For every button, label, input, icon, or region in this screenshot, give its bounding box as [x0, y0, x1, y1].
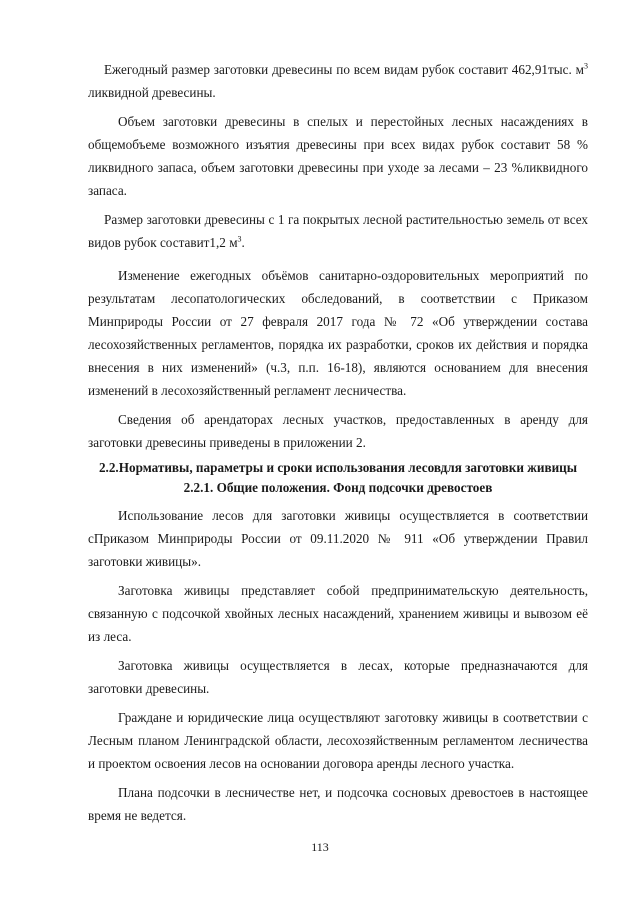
paragraph-tapping-plan: Плана подсочки в лесничестве нет, и подсочка сосновых древостоев в настоящее время не ведется. — [88, 785, 588, 823]
subsection-heading: 2.2.1. Общие положения. Фонд подсочки древостоев — [183, 480, 493, 495]
paragraph-resin-forests: Заготовка живицы осуществляется в лесах, которые предназначаются для заготовки древесины. — [88, 658, 588, 696]
paragraph-annual-volume: Ежегодный размер заготовки древесины по всем видам рубок составит 462,91тыс. $м^3$ ликвидной древесины. — [88, 61, 588, 100]
section-heading: 2.2.Нормативы, параметры и сроки использования лесовдля заготовки живицы — [98, 460, 578, 475]
paragraph-resin-definition: Заготовка живицы представляет собой предпринимательскую деятельность, связанную с подсочкой хвойных лесных насаждений, хранением живицы и вывозом её из леса. — [88, 583, 588, 644]
paragraph-sanitary-changes: Изменение ежегодных объёмов санитарно-оздоровительных мероприятий по результатам лесопатологических обследований, в соответствии с Приказом Минприроды России от 27 февраля 2017 года № 72 «Об утверждении состава лесохозяйственных регламентов, порядка их разработки, сроков их действия и порядка внесения в них изменений» (ч.3, п.п. 16-18), являются основанием для внесения изменений в лесохозяйственный регламент лесничества. — [88, 268, 588, 398]
paragraph-leaseholders: Сведения об арендаторах лесных участков, предоставленных в аренду для заготовки древесины приведены в приложении 2. — [88, 412, 588, 450]
paragraph-resin-legal-basis: Использование лесов для заготовки живицы осуществляется в соответствии сПриказом Минприроды России от 09.11.2020 № 911 «Об утверждении Правил заготовки живицы». — [88, 508, 588, 569]
page-number: 113 — [311, 840, 329, 854]
paragraph-per-hectare: Размер заготовки древесины с 1 га покрытых лесной растительностью земель от всех видов рубок составит1,2 $м^3$. — [88, 212, 588, 250]
paragraph-resin-citizens: Граждане и юридические лица осуществляют заготовку живицы в соответствии с Лесным планом Ленинградской области, лесохозяйственным регламентом лесничества и проектом освоения лесов на основании договора аренды лесного участка. — [88, 710, 588, 771]
document-page — [88, 58, 588, 827]
paragraph-share-volume: Объем заготовки древесины в спелых и перестойных лесных насаждениях в общемобъеме возможного изъятия древесины при всех видах рубок составит 58 % ликвидного запаса, объем заготовки древесины при уходе за лесами – 23 %ликвидного запаса. — [88, 114, 588, 198]
